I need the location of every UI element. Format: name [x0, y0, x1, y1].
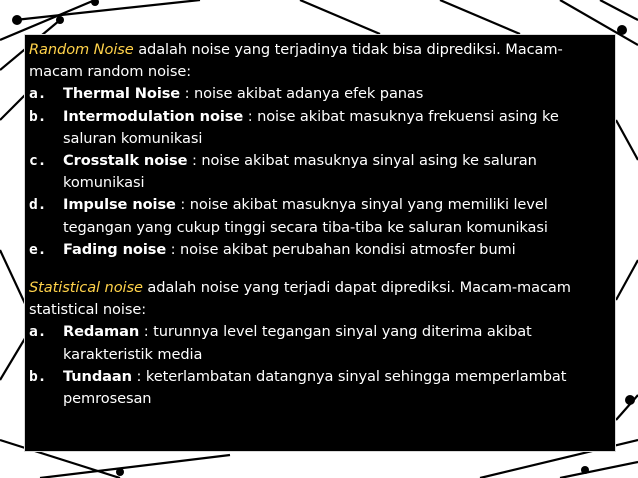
section-intro-text: adalah noise yang terjadinya tidak bisa diprediksi. Macam-macam random noise:: [29, 41, 563, 81]
list-marker: a.: [29, 85, 47, 103]
item-description: : noise akibat perubahan kondisi atmosfer bumi: [166, 240, 516, 258]
list-marker: a.: [29, 323, 47, 341]
statistical-noise-list: [29, 321, 609, 410]
item-term: Thermal Noise: [63, 85, 181, 103]
item-term: Crosstalk noise: [63, 152, 188, 170]
section-term: Statistical noise: [29, 279, 143, 297]
list-marker: c.: [29, 152, 47, 170]
random-noise-list: [29, 83, 609, 261]
list-marker: b.: [29, 367, 47, 385]
item-term: Fading noise: [63, 240, 167, 258]
list-marker: d.: [29, 196, 47, 214]
list-item: [29, 366, 609, 410]
list-marker: b.: [29, 107, 47, 125]
item-description: : noise akibat masuknya sinyal asing ke saluran komunikasi: [63, 152, 537, 192]
section-intro: [29, 39, 609, 83]
item-description: : keterlambatan datangnya sinyal sehingga memperlambat pemrosesan: [63, 367, 567, 408]
list-item: [29, 106, 609, 150]
list-marker: e.: [29, 240, 47, 258]
content-panel: [24, 34, 616, 452]
item-description: : noise akibat masuknya frekuensi asing ke saluran komunikasi: [63, 107, 559, 147]
item-term: Impulse noise: [63, 196, 176, 214]
section-intro: [29, 277, 609, 321]
item-description: : turunnya level tegangan sinyal yang diterima akibat karakteristik media: [63, 323, 532, 363]
list-item: [29, 150, 609, 194]
statistical-noise-section: [29, 277, 609, 410]
random-noise-section: [29, 39, 609, 261]
item-term: Intermodulation noise: [63, 107, 244, 125]
item-term: Redaman: [63, 323, 140, 341]
section-intro-text: adalah noise yang terjadi dapat diprediksi. Macam-macam statistical noise:: [29, 279, 571, 319]
list-item: [29, 239, 609, 261]
list-item: [29, 321, 609, 365]
item-term: Tundaan: [63, 367, 132, 385]
list-item: [29, 194, 609, 238]
item-description: : noise akibat masuknya sinyal yang memiliki level tegangan yang cukup tinggi secara tiba-tiba ke saluran komunikasi: [63, 196, 548, 236]
list-item: [29, 83, 609, 105]
section-term: Random Noise: [29, 41, 134, 58]
item-description: : noise akibat adanya efek panas: [180, 85, 424, 103]
